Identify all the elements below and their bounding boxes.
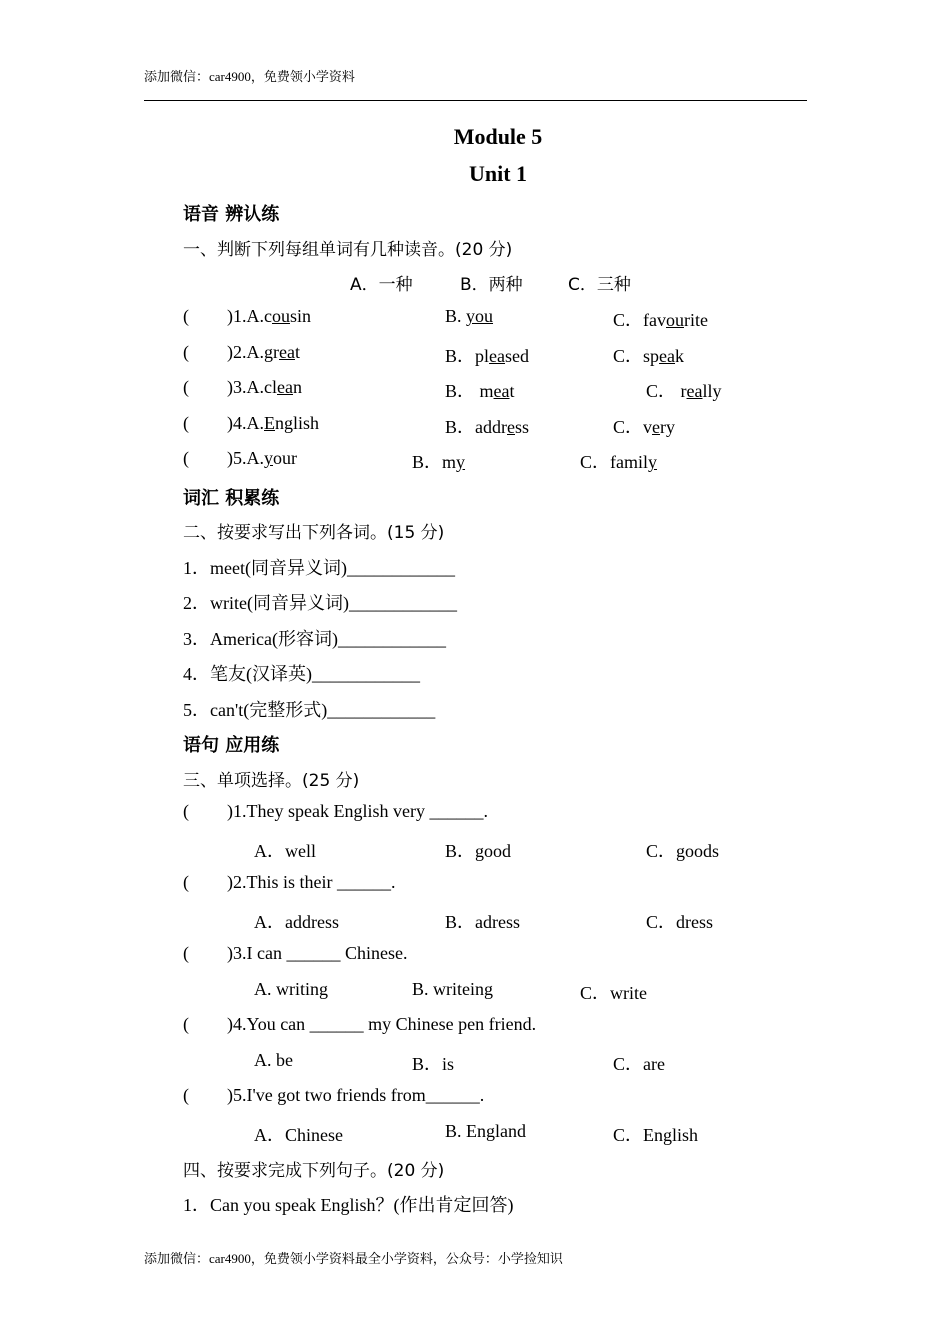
part3-q2-choice-a: A．address <box>254 912 339 932</box>
choice-c: C．favourite <box>613 310 708 330</box>
page-header: 添加微信：car4900，免费领小学资料 <box>144 69 355 84</box>
answer-paren: ( )2.A.great <box>183 342 300 362</box>
sentence-section-title: 语句 应用练 <box>183 735 280 756</box>
part2-item-3: 3．America(形容词)____________ <box>183 629 446 649</box>
answer-paren: ( )3.A.clean <box>183 377 302 397</box>
part3-q3-choice-c: C．write <box>580 983 647 1003</box>
unit-title: Unit 1 <box>468 161 528 186</box>
header-divider <box>144 100 807 101</box>
part3-q4-stem: ( )4.You can ______ my Chinese pen friend. <box>183 1014 537 1034</box>
vocab-section-title: 词汇 积累练 <box>183 488 280 509</box>
part3-q2-stem: ( )2.This is their ______. <box>183 872 396 892</box>
choice-c: C．very <box>613 417 676 437</box>
part3-q4-choice-a: A. be <box>254 1050 293 1070</box>
part3-q2-choice-b: B．adress <box>445 912 520 932</box>
answer-paren: ( )5.A.your <box>183 448 297 468</box>
choice-c: C． really <box>646 381 722 401</box>
part3-q3-stem: ( )3.I can ______ Chinese. <box>183 943 408 963</box>
choice-b: B．pleased <box>445 346 530 366</box>
part1-option-b: B．两种 <box>460 275 523 295</box>
part3-q3-choice-b: B. writeing <box>412 979 493 999</box>
part3-q5-choice-a: A．Chinese <box>254 1125 343 1145</box>
part2-item-2: 2．write(同音异义词)____________ <box>183 593 457 613</box>
part3-q1-choice-b: B．good <box>445 841 512 861</box>
part4-heading: 四、按要求完成下列句子。(20 分) <box>183 1161 445 1181</box>
module-title: Module 5 <box>453 124 543 149</box>
answer-paren: ( )1.A.cousin <box>183 306 312 326</box>
choice-c: C．speak <box>613 346 685 366</box>
choice-b: B．my <box>412 452 466 472</box>
part2-item-4: 4．笔友(汉译英)____________ <box>183 664 420 684</box>
part3-q2-choice-c: C．dress <box>646 912 713 932</box>
choice-c: C．family <box>580 452 658 472</box>
choice-b: B．address <box>445 417 530 437</box>
part2-item-5: 5．can't(完整形式)____________ <box>183 700 436 720</box>
part3-q5-stem: ( )5.I've got two friends from______. <box>183 1085 485 1105</box>
page-footer: 添加微信：car4900，免费领小学资料最全小学资料，公众号：小学捡知识 <box>144 1251 563 1266</box>
part3-heading: 三、单项选择。(25 分) <box>183 771 360 791</box>
part1-option-c: C．三种 <box>568 275 631 295</box>
part3-q5-choice-b: B. England <box>445 1121 526 1141</box>
part2-item-1: 1．meet(同音异义词)____________ <box>183 558 455 578</box>
part3-q3-choice-a: A. writing <box>254 979 328 999</box>
choice-b: B. you <box>445 306 494 326</box>
part3-q1-stem: ( )1.They speak English very ______. <box>183 801 488 821</box>
part3-q4-choice-b: B．is <box>412 1054 455 1074</box>
part3-q5-choice-c: C．English <box>613 1125 699 1145</box>
phonics-section-title: 语音 辨认练 <box>183 204 280 225</box>
answer-paren: ( )4.A.English <box>183 413 320 433</box>
part1-option-a: A．一种 <box>350 275 413 295</box>
part1-heading: 一、判断下列每组单词有几种读音。(20 分) <box>183 240 513 260</box>
part4-item-1: 1．Can you speak English？(作出肯定回答) <box>183 1195 514 1215</box>
part2-heading: 二、按要求写出下列各词。(15 分) <box>183 523 445 543</box>
part3-q1-choice-c: C．goods <box>646 841 720 861</box>
part3-q1-choice-a: A．well <box>254 841 316 861</box>
choice-b: B． meat <box>445 381 515 401</box>
part3-q4-choice-c: C．are <box>613 1054 665 1074</box>
